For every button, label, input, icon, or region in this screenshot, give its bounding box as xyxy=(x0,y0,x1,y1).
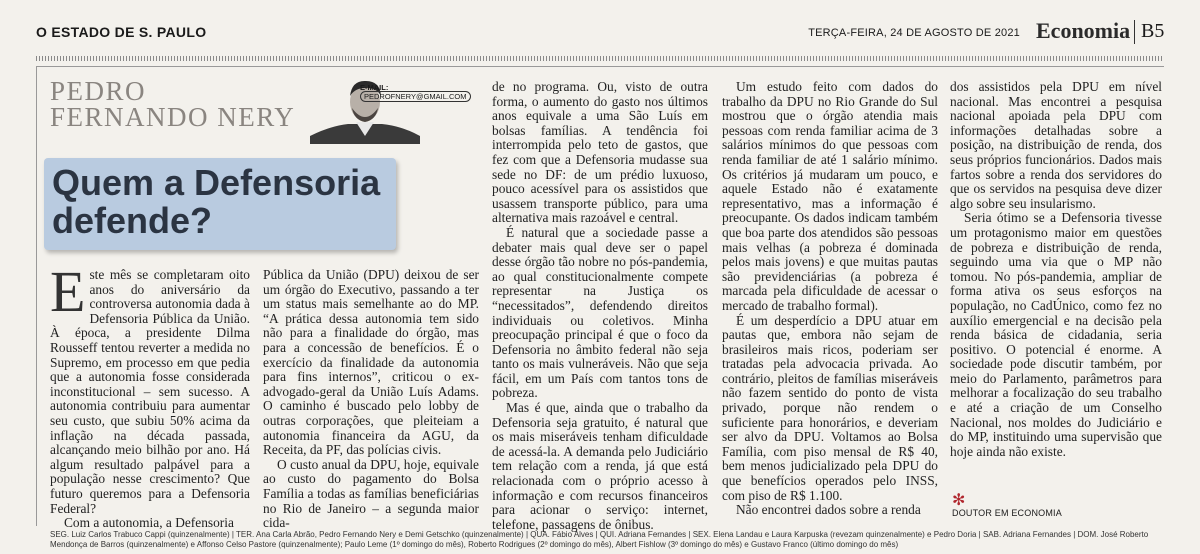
author-email[interactable]: PEDROFNERY@GMAIL.COM xyxy=(360,91,471,102)
article-column-4 xyxy=(722,80,938,518)
newspaper-name: O ESTADO DE S. PAULO xyxy=(36,24,207,40)
article-column-5 xyxy=(950,80,1162,459)
email-label: E-MAIL: xyxy=(360,83,389,92)
header-rule xyxy=(36,56,1164,61)
paragraph: Não encontrei dados sobre a renda xyxy=(736,502,921,518)
paragraph: Pública da União (DPU) deixou de ser um órgão do Executivo, passando a ter um status mais semelhante ao do MP. “A prática dessa autonomia tem sido não para a finalidade do órgão, mas para a concessão de benefícios. É o exercício da finalidade da autonomia para fins internos”, criticou o ex-advogado-geral da União Luís Adams. O caminho é buscado pelo lobby de outras corporações, que pleiteiam a autonomia financeira da AGU, da Receita, da PF, das polícias civis. xyxy=(263,267,479,458)
article-column-3 xyxy=(492,80,708,532)
masthead xyxy=(0,0,1200,64)
drop-cap: E xyxy=(50,259,86,324)
paragraph: É um desperdício a DPU atuar em pautas que, embora não sejam de brasileiros mais ricos, poderiam ser tratadas pela advocacia privada. Ao contrário, pleitos de famílias miseráveis não fazem sentido do ponto de vista privado, porque não rendem o suficiente para honorários, e deveriam ser alvo da DPU. Voltamos ao Bolsa Família, com piso mensal de R$ 40, bem menos judicializado pela DPU do que benefícios operados pelo INSS, com piso de R$ 1.100. xyxy=(722,312,938,503)
paragraph-text: ste mês se completaram oito anos do aniversário da controversa autonomia dada à Defensoria Pública da União. À época, a presidente Dilma Rousseff tentou reverter a medida no Supremo, em processo em que pedia que a autonomia fosse considerada inconstitucional – sem sucesso. A autonomia contribuiu para aumentar seu custo, que subiu 50% acima da inflação na década passada, alcançando meio bilhão por ano. Há algum resultado palpável para a população nesse crescimento? Que futuro queremos para a Defensoria Federal? xyxy=(50,267,250,516)
page-number: B5 xyxy=(1141,20,1165,42)
paragraph: dos assistidos pela DPU em nível nacional. Mas encontrei a pesquisa nacional apoiada pela DPU com informações detalhadas sobre a posição, na distribuição de renda, dos seus próprios funcionários. Dados mais fartos sobre a renda dos servidores do que os servidos na pesquisa deve dizer algo sobre seu insularismo. xyxy=(950,79,1162,211)
author-block xyxy=(50,78,490,144)
paragraph: O custo anual da DPU, hoje, equivale ao custo do pagamento do Bolsa Família a todas as famílias beneficiárias no Rio de Janeiro – a segunda maior cida- xyxy=(263,456,479,531)
columnist-schedule: SEG. Luiz Carlos Trabuco Cappi (quinzenalmente) | TER. Ana Carla Abrão, Pedro Fernando Nery e Demi Getschko (quinzenalmente) | QUA. Fábio Alves | QUI. Adriana Fernandes | SEX. Elena Landau e Laura Karpuska (revezam quinzenalmente) e Pedro Doria | SAB. Adriana Fernandes | DOM. José Roberto Mendonça de Barros (quinzenalmente) e Affonso Celso Pastore (quinzenalmente); Paulo Leme (1º domingo do mês), Roberto Rodrigues (2º domingo do mês), Albert Fishlow (3º domingo do mês) e Gustavo Franco (último domingo do mês) xyxy=(50,530,1149,549)
headline-box xyxy=(44,158,396,250)
headline: Quem a Defensoria defende? xyxy=(52,162,381,241)
paragraph: Mas é que, ainda que o trabalho da Defensoria seja gratuito, é natural que os mais miseráveis tenham dificuldade de acessá-la. A demanda pelo Judiciário tem relação com a renda, já que está relacionada com o próprio acesso à informação e com recursos financeiros para acionar o serviço: internet, telefone, passagens de ônibus. xyxy=(492,400,708,532)
article-column-1 xyxy=(50,259,250,531)
asterisk-icon: ✻ xyxy=(952,492,966,509)
paragraph: Com a autonomia, a Defensoria xyxy=(64,515,234,531)
paragraph: Seria ótimo se a Defensoria tivesse um protagonismo maior em questões de pobreza e distribuição de renda, seguindo uma via que o MP não tomou. No pós-pandemia, ampliar de forma ativa os seus esforços na população, no CadÚnico, como fez no auxílio emergencial e na decisão pela renda básica de cidadania, seria positivo. O potencial é enorme. A sociedade pode discutir também, por meio do Parlamento, parâmetros para melhorar a focalização do seu trabalho e até a criação de um Conselho Nacional, nos moldes do Judiciário e do MP, instituindo uma supervisão que hoje ainda não existe. xyxy=(950,210,1162,459)
paragraph: É natural que a sociedade passe a debater mais qual deve ser o papel desse órgão tão nobre no pós-pandemia, ao qual constitucionalmente compete representar na Justiça os “necessitados”, defendendo direitos individuais ou coletivos. Minha preocupação principal é que o foco da Defensoria no âmbito federal não seja tanto os mais vulneráveis. Não que seja fácil, em um País com tantos tons de pobreza. xyxy=(492,224,708,401)
section-divider xyxy=(1134,20,1135,44)
article-column-2 xyxy=(263,268,479,531)
section-name: Economia xyxy=(1036,18,1131,43)
paragraph: Um estudo feito com dados do trabalho da DPU no Rio Grande do Sul mostrou que o órgão atendia mais pessoas com renda familiar acima de 3 salários mínimos do que pessoas com renda familiar de até 1 salário mínimo. Os critérios já mudaram um pouco, e aquele Estado não é exatamente representativo, mas a informação é preocupante. Os dados indicam também que boa parte dos atendidos são pessoas mais velhas (a pobreza é dominada pelos mais jovens) e que muitas pautas são previdenciárias (a pobreza é marcada pela dificuldade de acessar o mercado de trabalho formal). xyxy=(722,79,938,313)
paragraph xyxy=(50,259,250,516)
author-name: PEDRO FERNANDO NERY xyxy=(50,76,296,132)
publication-date: TERÇA-FEIRA, 24 DE AGOSTO DE 2021 xyxy=(808,27,1020,39)
paragraph: de no programa. Ou, visto de outra forma, o aumento do gasto nos últimos anos equivale a uma São Luís em bolsas famílias. A tendência foi interrompida pelo teto de gastos, que fez com que a Defensoria mudasse sua sede no DF: de um prédio luxuoso, pouco acessível para os assistidos que usassem transporte público, para uma alternativa mais razoável e central. xyxy=(492,79,708,226)
author-email-line xyxy=(360,83,490,101)
author-credential: DOUTOR EM ECONOMIA xyxy=(952,508,1062,518)
